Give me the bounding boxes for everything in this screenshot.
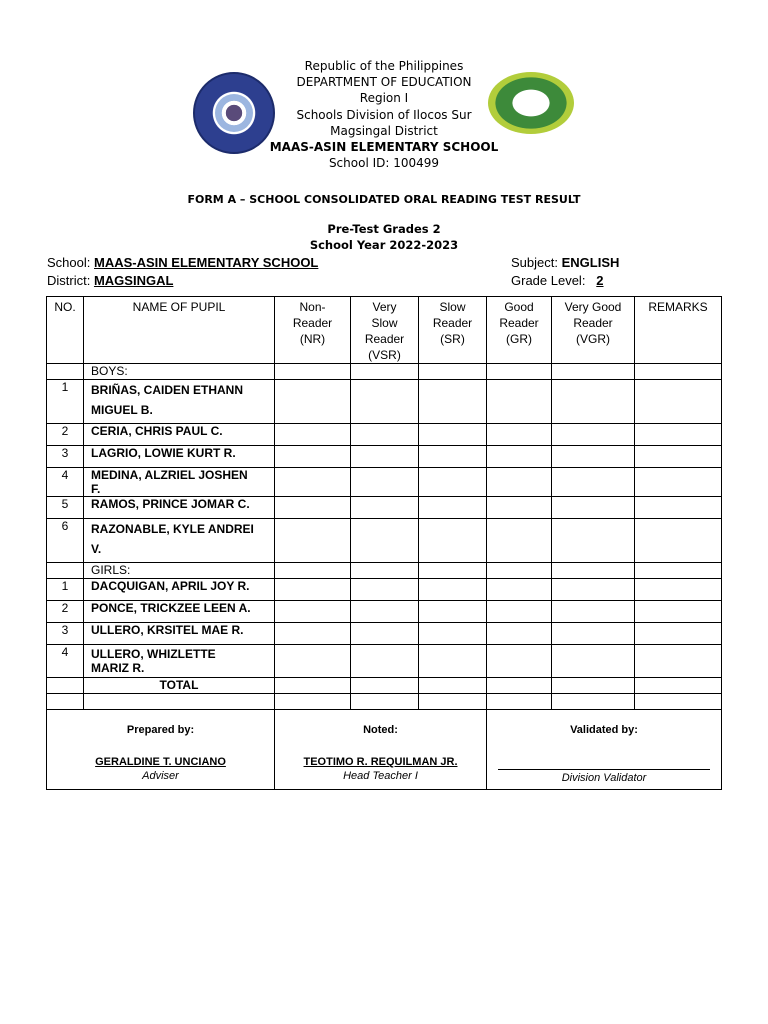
table-row — [47, 519, 722, 563]
row-no: 3 — [47, 623, 84, 645]
prepared-role: Adviser — [142, 770, 179, 782]
col-name: NAME OF PUPIL — [84, 297, 275, 364]
table-row — [47, 579, 722, 601]
table-row — [47, 446, 722, 468]
prepared-label: Prepared by: — [126, 724, 195, 736]
form-title: FORM A – SCHOOL CONSOLIDATED ORAL READING TEST RESULT — [187, 193, 581, 206]
pupil-name: ULLERO, KRSITEL MAE R. — [84, 623, 275, 645]
row-no: 5 — [47, 497, 84, 519]
validated-role: Division Validator — [561, 772, 647, 784]
pupil-name: RAMOS, PRINCE JOMAR C. — [84, 497, 275, 519]
boys-group-row — [47, 364, 722, 380]
girls-label: GIRLS: — [84, 563, 275, 579]
col-vgr: Very Good Reader (VGR) — [552, 297, 635, 364]
signature-row — [47, 710, 722, 790]
col-no: NO. — [47, 297, 84, 364]
header-division: Schools Division of Ilocos Sur — [296, 107, 472, 122]
header-school-name: MAAS-ASIN ELEMENTARY SCHOOL — [269, 140, 499, 155]
table-header-row — [47, 297, 722, 364]
table-row — [47, 468, 722, 497]
pupil-name: ULLERO, WHIZLETTE MARIZ R. — [84, 645, 275, 678]
school-label: School: — [47, 255, 91, 270]
header-department: DEPARTMENT OF EDUCATION — [296, 75, 472, 90]
school-value: MAAS-ASIN ELEMENTARY SCHOOL — [94, 255, 319, 270]
header-district: Magsingal District — [330, 123, 438, 138]
reading-results-table — [46, 296, 722, 790]
table-row — [47, 601, 722, 623]
noted-name: TEOTIMO R. REQUILMAN JR. — [303, 756, 458, 768]
noted-label: Noted: — [363, 724, 398, 736]
letterhead — [0, 58, 768, 171]
pupil-name: BRIÑAS, CAIDEN ETHANN MIGUEL B. — [84, 380, 275, 424]
col-remarks: REMARKS — [635, 297, 722, 364]
pupil-name: RAZONABLE, KYLE ANDREI V. — [84, 519, 275, 563]
row-no: 2 — [47, 601, 84, 623]
blank-row — [47, 694, 722, 710]
pupil-name: LAGRIO, LOWIE KURT R. — [84, 446, 275, 468]
grade-info — [511, 273, 604, 288]
pupil-name: PONCE, TRICKZEE LEEN A. — [84, 601, 275, 623]
school-year: School Year 2022-2023 — [309, 238, 459, 252]
col-gr: Good Reader (GR) — [487, 297, 552, 364]
pupil-name: DACQUIGAN, APRIL JOY R. — [84, 579, 275, 601]
validated-label: Validated by: — [570, 724, 638, 736]
boys-label: BOYS: — [84, 364, 275, 380]
total-row — [47, 678, 722, 694]
table-row — [47, 380, 722, 424]
subject-value: ENGLISH — [561, 255, 620, 270]
prepared-name: GERALDINE T. UNCIANO — [95, 756, 226, 768]
col-nr: Non- Reader (NR) — [275, 297, 351, 364]
col-sr: Slow Reader (SR) — [419, 297, 487, 364]
grade-label: Grade Level: — [511, 273, 586, 288]
header-republic: Republic of the Philippines — [304, 59, 464, 73]
row-no: 1 — [47, 579, 84, 601]
header-region: Region I — [359, 91, 409, 106]
validated-by-block — [487, 710, 722, 790]
school-info — [47, 255, 318, 270]
district-label: District: — [47, 273, 91, 288]
header-school-id: School ID: 100499 — [328, 156, 440, 171]
table-row — [47, 645, 722, 678]
col-vsr: Very Slow Reader (VSR) — [351, 297, 419, 364]
row-no: 3 — [47, 446, 84, 468]
row-no: 4 — [47, 645, 84, 678]
test-label: Pre-Test Grades 2 — [327, 222, 441, 236]
prepared-by-block — [47, 710, 275, 790]
noted-by-block — [275, 710, 487, 790]
table-row — [47, 424, 722, 446]
subject-info — [511, 255, 619, 270]
district-value: MAGSINGAL — [93, 273, 174, 288]
row-no: 6 — [47, 519, 84, 563]
noted-role: Head Teacher I — [343, 770, 418, 782]
row-no: 1 — [47, 380, 84, 424]
grade-value: 2 — [596, 273, 604, 288]
signature-line — [498, 756, 710, 770]
district-info — [47, 273, 173, 288]
pupil-name: MEDINA, ALZRIEL JOSHEN F. — [84, 468, 275, 497]
total-label: TOTAL — [84, 678, 275, 694]
subject-label: Subject: — [511, 255, 558, 270]
girls-group-row — [47, 563, 722, 579]
table-row — [47, 623, 722, 645]
row-no: 2 — [47, 424, 84, 446]
row-no: 4 — [47, 468, 84, 497]
pupil-name: CERIA, CHRIS PAUL C. — [84, 424, 275, 446]
table-row — [47, 497, 722, 519]
